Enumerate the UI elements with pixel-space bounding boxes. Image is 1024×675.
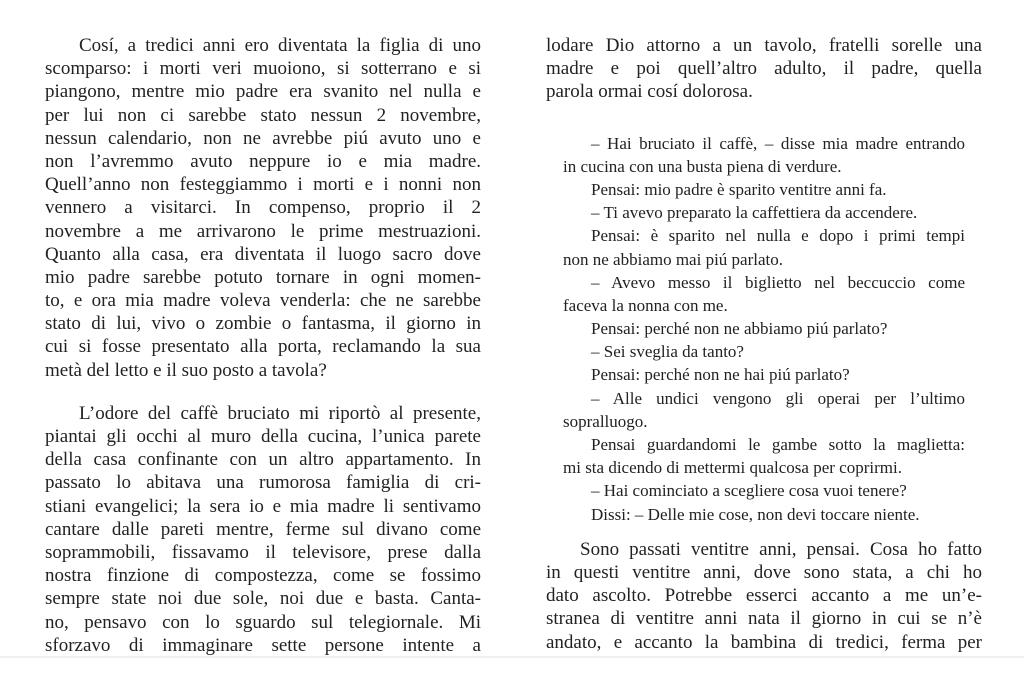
text-line: sforzavo di immaginare sette persone intente a [45, 634, 481, 656]
text-line: in cucina con una busta piena di verdure. [563, 156, 842, 176]
text-line: no, pensavo con lo sguardo sul telegiornale. Mi [45, 611, 481, 633]
text-line: cui si fosse presentato alla porta, reclamando la sua [45, 336, 481, 358]
left-column [45, 0, 481, 657]
text-line: madre e poi quell’altro adulto, il padre, quella [546, 58, 982, 80]
text-line: Quell’anno non festeggiammo i morti e i nonni non [45, 174, 481, 196]
text-line: passato lo abitava una rumorosa famiglia di cri- [45, 472, 481, 494]
text-line: novembre a me arrivarono le prime mestruazioni. [45, 220, 481, 242]
text-line: Sono passati ventitre anni, pensai. Cosa ho fatto [580, 538, 982, 560]
paragraph [45, 402, 481, 657]
paragraph [546, 538, 982, 654]
dialogue-block [563, 132, 965, 526]
text-line: L’odore del caffè bruciato mi riportò al presente, [79, 402, 481, 424]
text-line: – Avevo messo il biglietto nel beccuccio come [591, 272, 965, 292]
text-line: Cosí, a tredici anni ero diventata la figlia di uno [79, 35, 481, 56]
right-column [546, 0, 982, 654]
text-line: sopralluogo. [563, 411, 648, 431]
paragraph [546, 34, 982, 104]
text-line: della casa confinante con un altro appartamento. In [45, 449, 481, 471]
text-line: stiani evangelici; la sera io e mia madre li sentivamo [45, 495, 481, 517]
text-line: in questi ventitre anni, dove sono stata, a chi ho [546, 561, 982, 583]
text-line: Quanto alla casa, era diventata il luogo sacro dove [45, 243, 481, 265]
text-line: lodare Dio attorno a un tavolo, fratelli sorelle una [546, 35, 982, 56]
text-line: – Ti avevo preparato la caffettiera da accendere. [591, 203, 918, 223]
text-line: non ne abbiamo mai piú parlato. [563, 249, 783, 269]
text-line: – Hai bruciato il caffè, – disse mia madre entrando [591, 133, 965, 153]
text-line: piantai gli occhi al muro della cucina, l’unica parete [45, 426, 481, 447]
text-line: Pensai guardandomi le gambe sotto la maglietta: [591, 435, 965, 454]
text-line: mi sta dicendo di mettermi qualcosa per coprirmi. [563, 458, 902, 478]
text-line: faceva la nonna con me. [563, 295, 728, 315]
text-line: andato, e accanto la bambina di tredici, ferma per [546, 631, 982, 653]
text-line: Pensai: perché non ne abbiamo piú parlato? [591, 319, 888, 339]
text-line: scomparso: i morti veri muoiono, si sotterrano e si [45, 58, 481, 80]
text-line: Dissi: – Delle mie cose, non devi toccare niente. [591, 504, 920, 524]
text-line: cantare dalle pareti mentre, ferme sul divano come [45, 518, 481, 540]
text-line: metà del letto e il suo posto a tavola? [45, 359, 327, 381]
text-line: stato di lui, vivo o zombie o fantasma, il giorno in [45, 313, 481, 335]
text-line: nostra finzione di compostezza, come se fossimo [45, 565, 481, 587]
text-line: to, e ora mia madre voleva venderla: che ne sarebbe [45, 290, 481, 312]
text-line: Pensai: è sparito nel nulla e dopo i primi tempi [591, 226, 965, 246]
text-line: sempre state noi due sole, noi due e basta. Canta- [45, 588, 481, 610]
text-line: dato ascolto. Potrebbe esserci accanto a me un’e- [546, 585, 982, 607]
text-line: stranea di ventitre anni nata il giorno in cui se n’è [546, 608, 982, 630]
text-line: non l’avremmo avuto neppure io e mia madre. [45, 150, 481, 172]
text-line: mio padre sarebbe potuto tornare in ogni momen- [45, 266, 481, 288]
page-bottom-edge [0, 656, 1024, 658]
text-line: piangono, mentre mio padre era svanito nel nulla e [45, 81, 481, 103]
text-line: per lui non ci sarebbe stato nessun 2 novembre, [45, 104, 481, 126]
text-line: – Sei sveglia da tanto? [591, 342, 744, 362]
text-line: vennero a visitarci. In compenso, proprio il 2 [45, 197, 481, 219]
text-line: soprammobili, fissavamo il televisore, prese dalla [45, 541, 481, 563]
text-line: – Alle undici vengono gli operai per l’ultimo [591, 388, 965, 408]
text-line: Pensai: perché non ne hai piú parlato? [591, 365, 850, 385]
text-line: Pensai: mio padre è sparito ventitre anni fa. [591, 179, 887, 199]
text-line: – Hai cominciato a scegliere cosa vuoi tenere? [591, 481, 907, 501]
text-line: parola ormai cosí dolorosa. [546, 81, 753, 103]
paragraph [45, 34, 481, 382]
text-line: nessun calendario, non ne avrebbe piú avuto uno e [45, 127, 481, 149]
